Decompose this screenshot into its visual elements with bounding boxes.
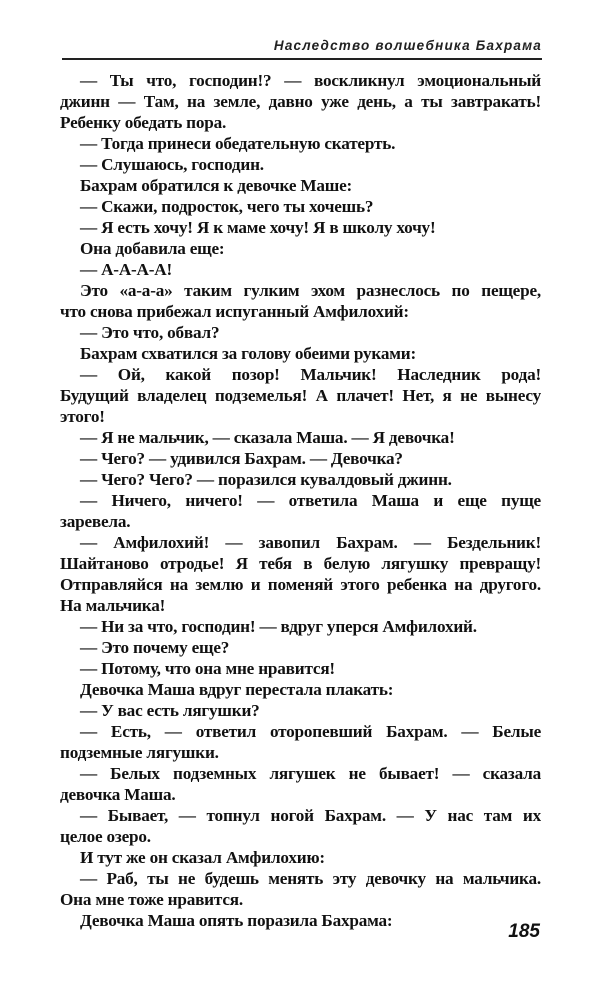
text-line: Она мне тоже нравится.: [60, 890, 243, 909]
text-line: — Раб, ты не будешь менять эту девочку на мальчика.: [80, 869, 541, 888]
text-line: этого!: [60, 407, 105, 426]
text-line: — А-А-А-А!: [80, 260, 173, 279]
text-line: Отправляйся на землю и поменяй этого ребенка на другого.: [60, 575, 541, 594]
text-line: Это «а-а-а» таким гулким эхом разнеслось по пещере,: [80, 281, 541, 300]
text-line: На мальчика!: [60, 596, 166, 615]
text-line: — Есть, — ответил оторопевший Бахрам. — Белые: [80, 722, 541, 741]
text-line: джинн — Там, на земле, давно уже день, а ты завтракать!: [60, 92, 541, 111]
text-line: — Ты что, господин!? — воскликнул эмоциональный: [80, 71, 541, 90]
text-line: — Белых подземных лягушек не бывает! — сказала: [80, 764, 541, 783]
header-rule: [62, 58, 542, 60]
text-line: Девочка Маша вдруг перестала плакать:: [80, 680, 394, 699]
text-line: — Тогда принеси обедательную скатерть.: [80, 134, 396, 153]
text-line: — Я не мальчик, — сказала Маша. — Я девочка!: [80, 428, 455, 447]
running-header: Наследство волшебника Бахрама: [273, 38, 542, 53]
text-line: — Слушаюсь, господин.: [80, 155, 264, 174]
page-number: 185: [508, 921, 540, 942]
text-line: девочка Маша.: [60, 785, 176, 804]
text-line: целое озеро.: [60, 827, 151, 846]
text-line: — Ни за что, господин! — вдруг уперся Амфилохий.: [80, 617, 477, 636]
text-line: Она добавила еще:: [80, 239, 225, 258]
text-line: — Потому, что она мне нравится!: [80, 659, 335, 678]
text-line: — Это что, обвал?: [80, 323, 220, 342]
text-line: заревела.: [60, 512, 131, 531]
text-line: Бахрам обратился к девочке Маше:: [80, 176, 353, 195]
text-line: Будущий владелец подземелья! А плачет! Нет, я не вынесу: [60, 386, 541, 405]
text-line: что снова прибежал испуганный Амфилохий:: [60, 302, 409, 321]
text-line: подземные лягушки.: [60, 743, 219, 762]
text-line: — Ничего, ничего! — ответила Маша и еще пуще: [80, 491, 541, 510]
text-line: Шайтаново отродье! Я тебя в белую лягушку превращу!: [60, 554, 541, 573]
text-line: — Я есть хочу! Я к маме хочу! Я в школу хочу!: [80, 218, 436, 237]
text-line: — Скажи, подросток, чего ты хочешь?: [80, 197, 374, 216]
text-line: — Чего? Чего? — поразился кувалдовый джинн.: [80, 470, 452, 489]
text-line: — Ой, какой позор! Мальчик! Наследник рода!: [80, 365, 541, 384]
text-line: — Это почему еще?: [80, 638, 230, 657]
text-line: — Чего? — удивился Бахрам. — Девочка?: [80, 449, 403, 468]
text-line: Бахрам схватился за голову обеими руками:: [80, 344, 416, 363]
text-line: — Амфилохий! — завопил Бахрам. — Бездельник!: [80, 533, 541, 552]
text-line: — Бывает, — топнул ногой Бахрам. — У нас там их: [80, 806, 541, 825]
text-line: И тут же он сказал Амфилохию:: [80, 848, 325, 867]
text-line: — У вас есть лягушки?: [80, 701, 260, 720]
page-body-text: [60, 70, 541, 931]
text-line: Ребенку обедать пора.: [60, 113, 227, 132]
text-line: Девочка Маша опять поразила Бахрама:: [80, 911, 393, 930]
